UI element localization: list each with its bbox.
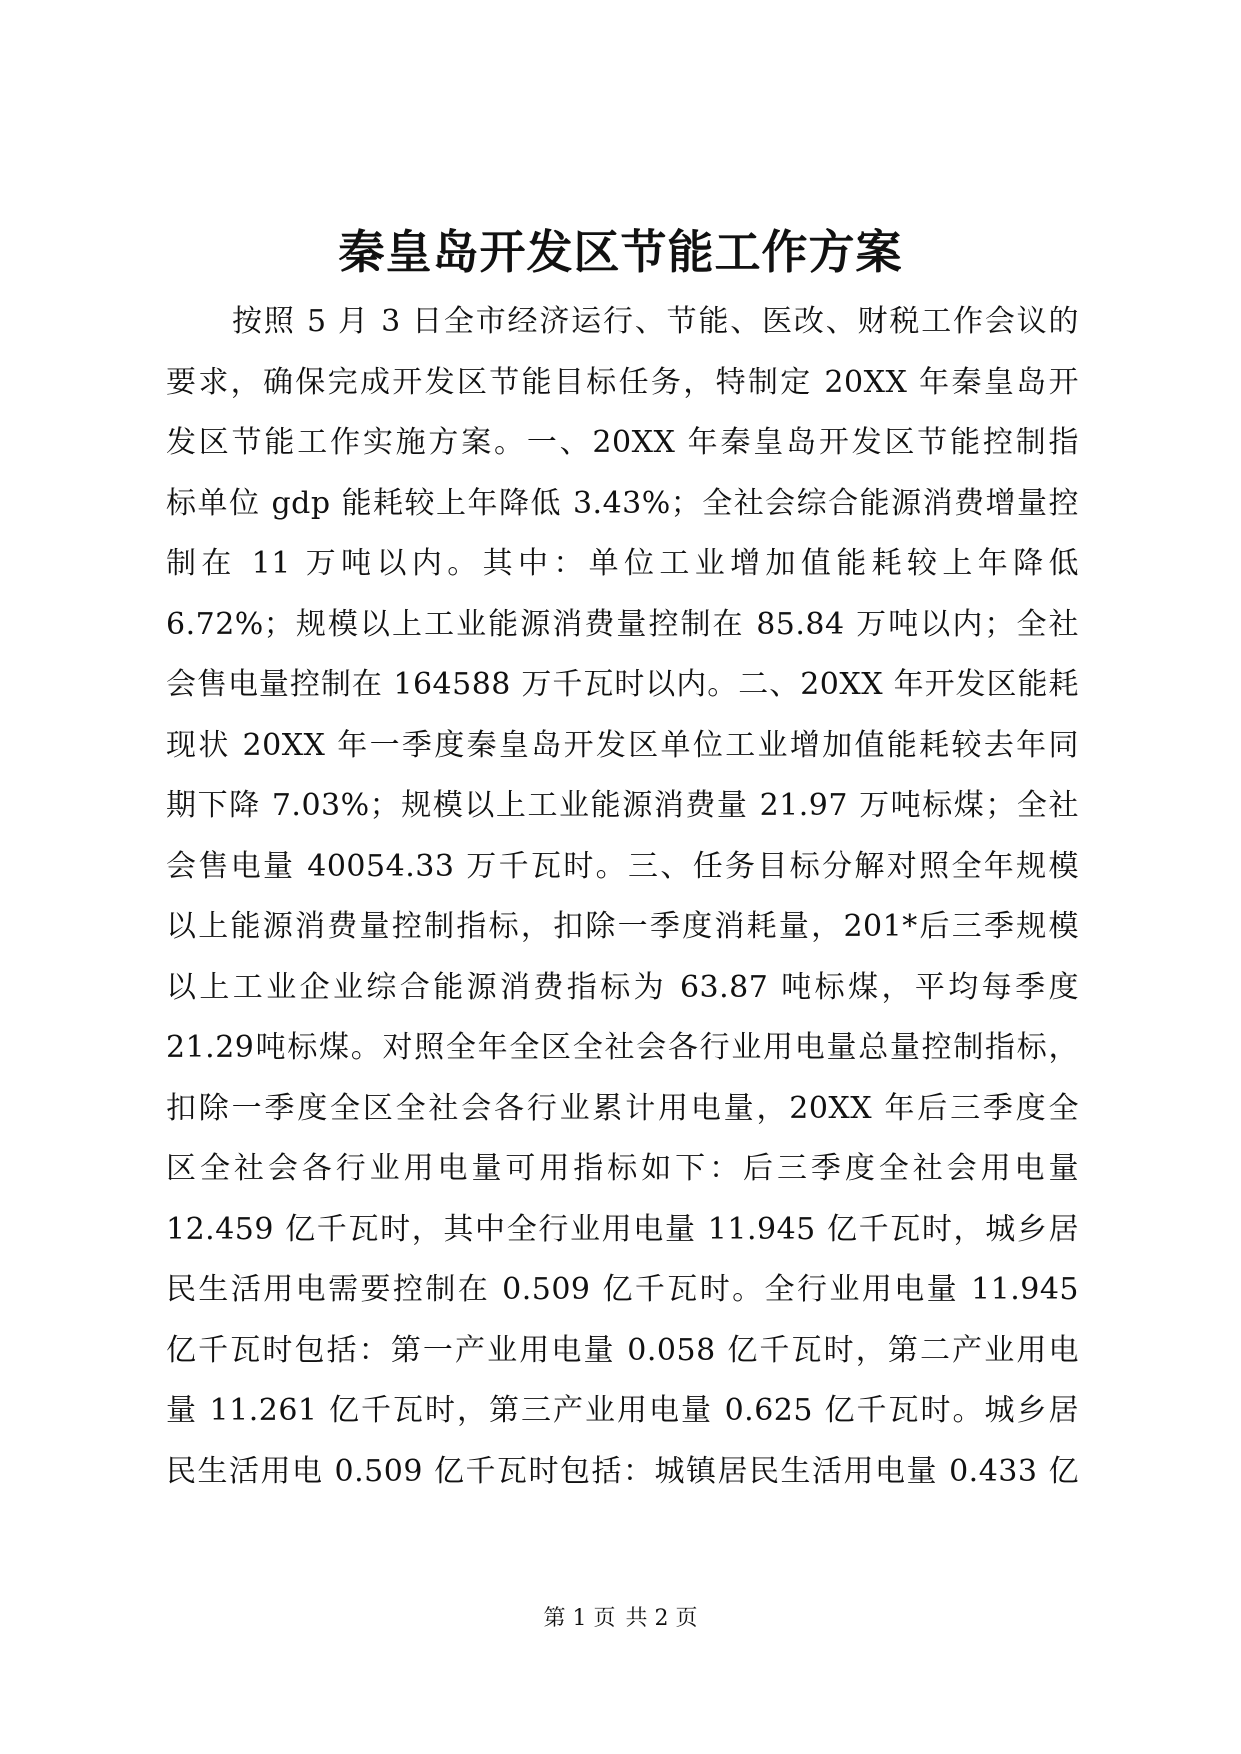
body-line: 12.459 亿千瓦时，其中全行业用电量 11.945 亿千瓦时，城乡居	[166, 1211, 1079, 1247]
body-line: 会售电量控制在 164588 万千瓦时以内。二、20XX 年开发区能耗	[166, 667, 1079, 702]
body-line: 区全社会各行业用电量可用指标如下：后三季度全社会用电量	[166, 1151, 1079, 1186]
body-line: 期下降 7.03%；规模以上工业能源消费量 21.97 万吨标煤；全社	[166, 788, 1079, 823]
page-footer	[0, 1604, 1241, 1634]
body-line: 标单位 gdp 能耗较上年降低 3.43%；全社会综合能源消费增量控	[166, 485, 1079, 521]
body-line: 亿千瓦时包括：第一产业用电量 0.058 亿千瓦时，第二产业用电	[166, 1332, 1079, 1368]
body-line: 扣除一季度全区全社会各行业累计用电量，20XX 年后三季度全	[166, 1090, 1079, 1126]
document-body	[166, 292, 1079, 1502]
page-number: 第 1 页	[543, 1606, 616, 1631]
body-line: 制在 11 万吨以内。其中：单位工业增加值能耗较上年降低	[166, 546, 1079, 581]
body-line: 发区节能工作实施方案。一、20XX 年秦皇岛开发区节能控制指	[166, 425, 1079, 460]
body-line: 以上工业企业综合能源消费指标为 63.87 吨标煤，平均每季度	[166, 969, 1079, 1005]
body-line: 量 11.261 亿千瓦时，第三产业用电量 0.625 亿千瓦时。城乡居	[166, 1393, 1079, 1428]
page-total: 共 2 页	[625, 1606, 698, 1631]
body-line: 民生活用电 0.509 亿千瓦时包括：城镇居民生活用电量 0.433 亿	[166, 1453, 1079, 1489]
body-line: 要求，确保完成开发区节能目标任务，特制定 20XX 年秦皇岛开	[166, 364, 1079, 400]
document-title: 秦皇岛开发区节能工作方案	[338, 225, 903, 279]
body-line: 按照 5 月 3 日全市经济运行、节能、医改、财税工作会议的	[232, 304, 1079, 339]
body-line: 民生活用电需要控制在 0.509 亿千瓦时。全行业用电量 11.945	[166, 1272, 1079, 1307]
body-line: 现状 20XX 年一季度秦皇岛开发区单位工业增加值能耗较去年同	[166, 727, 1079, 763]
body-line: 会售电量 40054.33 万千瓦时。三、任务目标分解对照全年规模	[166, 848, 1079, 884]
body-line: 以上能源消费量控制指标，扣除一季度消耗量，201*后三季规模	[166, 909, 1079, 944]
body-line: 21.29吨标煤。对照全年全区全社会各行业用电量总量控制指标，	[166, 1030, 1079, 1065]
body-line: 6.72%；规模以上工业能源消费量控制在 85.84 万吨以内；全社	[166, 606, 1079, 642]
